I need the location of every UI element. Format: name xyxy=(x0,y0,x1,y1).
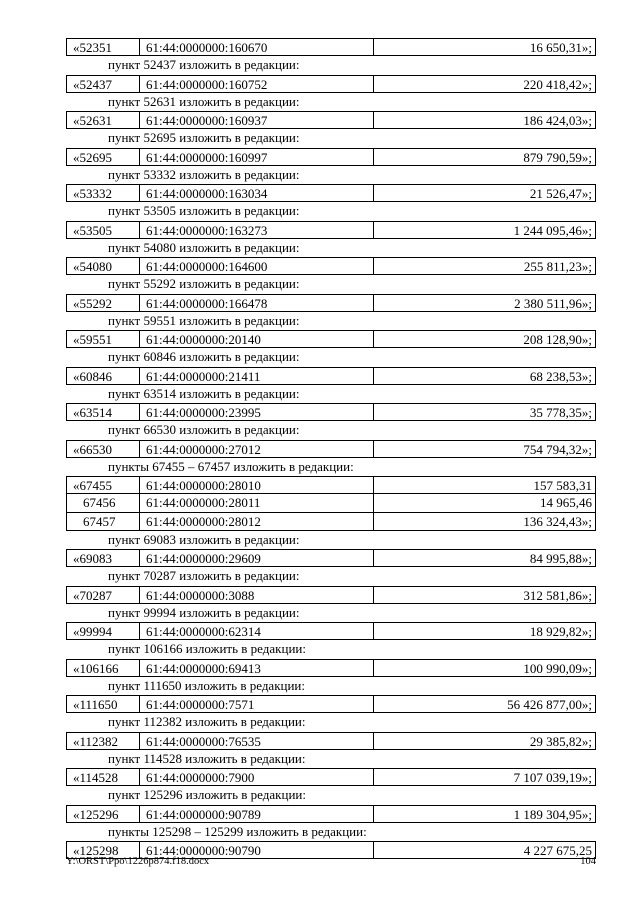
cadastral-number-cell: 61:44:0000000:90789 xyxy=(140,806,374,822)
amendment-header-text: пункт 112382 изложить в редакции: xyxy=(108,714,306,730)
cadastral-number-cell: 61:44:0000000:27012 xyxy=(140,441,374,457)
table-row xyxy=(66,257,596,275)
amendment-header-text: пункт 70287 изложить в редакции: xyxy=(108,568,300,584)
amendment-header xyxy=(66,750,596,768)
cadastral-number-cell: 61:44:0000000:69413 xyxy=(140,660,374,676)
item-number-cell: 67457 xyxy=(67,513,140,530)
table-row xyxy=(66,513,596,531)
cadastral-number-cell: 61:44:0000000:90790 xyxy=(140,842,374,858)
value-cell: 29 385,82»; xyxy=(529,733,592,749)
cadastral-number-cell: 61:44:0000000:29609 xyxy=(140,550,374,566)
amendment-header xyxy=(66,531,596,549)
table-row xyxy=(66,403,596,421)
item-number-cell: «67455 xyxy=(67,477,140,493)
value-cell: 68 238,53»; xyxy=(529,368,592,384)
value-cell: 84 995,88»; xyxy=(529,551,592,566)
value-cell: 754 794,32»; xyxy=(523,441,592,457)
value-cell: 14 965,46 xyxy=(540,495,592,511)
amendment-header xyxy=(66,421,596,439)
value-cell: 312 581,86»; xyxy=(523,587,592,603)
item-number-cell: 67456 xyxy=(67,494,140,511)
item-number-cell: «63514 xyxy=(67,404,140,420)
amendment-header-text: пункт 55292 изложить в редакции: xyxy=(108,276,300,292)
amendment-header xyxy=(66,713,596,731)
value-cell: 1 189 304,95»; xyxy=(513,806,592,822)
amendment-header-text: пункт 63514 изложить в редакции: xyxy=(108,385,300,401)
amendment-header-text: пункт 114528 изложить в редакции: xyxy=(108,750,306,766)
table-row xyxy=(66,221,596,239)
amendment-header-text: пункт 125296 изложить в редакции: xyxy=(108,787,306,803)
cadastral-number-cell: 61:44:0000000:62314 xyxy=(140,623,374,639)
value-cell: 136 324,43»; xyxy=(523,513,592,529)
footer-page-number: 104 xyxy=(580,856,596,867)
item-number-cell: «52695 xyxy=(67,149,140,165)
amendment-header xyxy=(66,458,596,476)
value-cell: 16 650,31»; xyxy=(529,40,592,55)
value-cell: 18 929,82»; xyxy=(529,624,592,639)
cadastral-number-cell: 61:44:0000000:20140 xyxy=(140,331,374,347)
amendment-header xyxy=(66,823,596,841)
item-number-cell: «60846 xyxy=(67,368,140,384)
amendment-header-text: пункт 60846 изложить в редакции: xyxy=(108,349,300,365)
amendment-header xyxy=(66,385,596,403)
amendment-header xyxy=(66,312,596,330)
amendment-header-text: пункты 125298 – 125299 изложить в редакции: xyxy=(108,823,367,839)
item-number-cell: «114528 xyxy=(67,769,140,785)
table-row xyxy=(66,732,596,750)
cadastral-number-cell: 61:44:0000000:164600 xyxy=(140,258,374,274)
item-number-cell: «112382 xyxy=(67,733,140,749)
amendment-header-text: пункт 111650 изложить в редакции: xyxy=(108,677,305,693)
table-row xyxy=(66,184,596,202)
cadastral-number-cell: 61:44:0000000:160752 xyxy=(140,76,374,92)
cadastral-number-cell: 61:44:0000000:163034 xyxy=(140,185,374,201)
table-row xyxy=(66,586,596,604)
table-row xyxy=(66,111,596,129)
amendment-header-text: пункты 67455 – 67457 изложить в редакции: xyxy=(108,458,354,474)
value-cell: 2 380 511,96»; xyxy=(514,295,592,311)
cadastral-number-cell: 61:44:0000000:163273 xyxy=(140,222,374,238)
cadastral-number-cell: 61:44:0000000:28010 xyxy=(140,477,374,493)
cadastral-number-cell: 61:44:0000000:160937 xyxy=(140,112,374,128)
table-row xyxy=(66,330,596,348)
table-row xyxy=(66,294,596,312)
cadastral-number-cell: 61:44:0000000:21411 xyxy=(140,368,374,384)
amendment-header xyxy=(66,166,596,184)
value-cell: 4 227 675,25 xyxy=(523,843,592,858)
item-number-cell: «125296 xyxy=(67,806,140,822)
amendment-header-text: пункт 99994 изложить в редакции: xyxy=(108,604,300,620)
table-row xyxy=(66,75,596,93)
value-cell: 35 778,35»; xyxy=(529,405,592,420)
table-row xyxy=(66,367,596,385)
amendment-header-text: пункт 53505 изложить в редакции: xyxy=(108,203,300,219)
amendment-header-text: пункт 106166 изложить в редакции: xyxy=(108,641,306,657)
item-number-cell: «69083 xyxy=(67,550,140,566)
amendment-header-text: пункт 59551 изложить в редакции: xyxy=(108,312,300,328)
footer-file-path: Y:\ORST\Ppo\1226p874.f18.docx xyxy=(66,856,210,867)
amendment-header xyxy=(66,604,596,622)
cadastral-number-cell: 61:44:0000000:76535 xyxy=(140,733,374,749)
table-row xyxy=(66,768,596,786)
item-number-cell: «53332 xyxy=(67,185,140,201)
amendments-table xyxy=(66,38,596,859)
amendment-header xyxy=(66,677,596,695)
value-cell: 220 418,42»; xyxy=(523,76,592,92)
item-number-cell: «70287 xyxy=(67,587,140,603)
cadastral-number-cell: 61:44:0000000:166478 xyxy=(140,295,374,311)
table-row xyxy=(66,476,596,494)
amendment-header-text: пункт 69083 изложить в редакции: xyxy=(108,531,300,547)
cadastral-number-cell: 61:44:0000000:3088 xyxy=(140,587,374,603)
amendment-header xyxy=(66,239,596,257)
amendment-header xyxy=(66,348,596,366)
amendment-header-text: пункт 52631 изложить в редакции: xyxy=(108,93,300,109)
amendment-header xyxy=(66,567,596,585)
table-row xyxy=(66,549,596,567)
cadastral-number-cell: 61:44:0000000:7900 xyxy=(140,769,374,785)
amendment-header-text: пункт 52437 изложить в редакции: xyxy=(108,57,300,73)
value-cell: 879 790,59»; xyxy=(523,149,592,165)
table-row xyxy=(66,622,596,640)
amendment-header xyxy=(66,129,596,147)
cadastral-number-cell: 61:44:0000000:23995 xyxy=(140,404,374,420)
cadastral-number-cell: 61:44:0000000:160670 xyxy=(140,39,374,55)
amendment-header-text: пункт 53332 изложить в редакции: xyxy=(108,166,300,182)
cadastral-number-cell: 61:44:0000000:7571 xyxy=(140,696,374,712)
item-number-cell: «55292 xyxy=(67,295,140,311)
item-number-cell: «99994 xyxy=(67,623,140,639)
item-number-cell: «52351 xyxy=(67,39,140,55)
amendment-header xyxy=(66,202,596,220)
item-number-cell: «59551 xyxy=(67,331,140,347)
value-cell: 208 128,90»; xyxy=(523,332,592,347)
item-number-cell: «53505 xyxy=(67,222,140,238)
table-row xyxy=(66,494,596,512)
value-cell: 186 424,03»; xyxy=(523,113,592,128)
item-number-cell: «111650 xyxy=(67,696,140,712)
amendment-header xyxy=(66,640,596,658)
item-number-cell: «125298 xyxy=(67,842,140,858)
table-row xyxy=(66,440,596,458)
value-cell: 56 426 877,00»; xyxy=(507,697,592,712)
cadastral-number-cell: 61:44:0000000:28011 xyxy=(140,494,374,511)
amendment-header xyxy=(66,275,596,293)
amendment-header-text: пункт 66530 изложить в редакции: xyxy=(108,422,300,438)
item-number-cell: «52437 xyxy=(67,76,140,92)
cadastral-number-cell: 61:44:0000000:28012 xyxy=(140,513,374,530)
item-number-cell: «66530 xyxy=(67,441,140,457)
cadastral-number-cell: 61:44:0000000:160997 xyxy=(140,149,374,165)
amendment-header xyxy=(66,93,596,111)
value-cell: 157 583,31 xyxy=(533,478,592,493)
table-row xyxy=(66,805,596,823)
table-row xyxy=(66,148,596,166)
item-number-cell: «52631 xyxy=(67,112,140,128)
value-cell: 7 107 039,19»; xyxy=(513,770,592,785)
amendment-header xyxy=(66,56,596,74)
value-cell: 1 244 095,46»; xyxy=(513,222,592,238)
table-row xyxy=(66,38,596,56)
amendment-header-text: пункт 52695 изложить в редакции: xyxy=(108,130,300,146)
item-number-cell: «106166 xyxy=(67,660,140,676)
amendment-header xyxy=(66,786,596,804)
table-row xyxy=(66,659,596,677)
value-cell: 255 811,23»; xyxy=(523,259,592,274)
item-number-cell: «54080 xyxy=(67,258,140,274)
value-cell: 100 990,09»; xyxy=(523,660,592,676)
amendment-header-text: пункт 54080 изложить в редакции: xyxy=(108,239,300,255)
table-row xyxy=(66,695,596,713)
value-cell: 21 526,47»; xyxy=(529,186,592,201)
